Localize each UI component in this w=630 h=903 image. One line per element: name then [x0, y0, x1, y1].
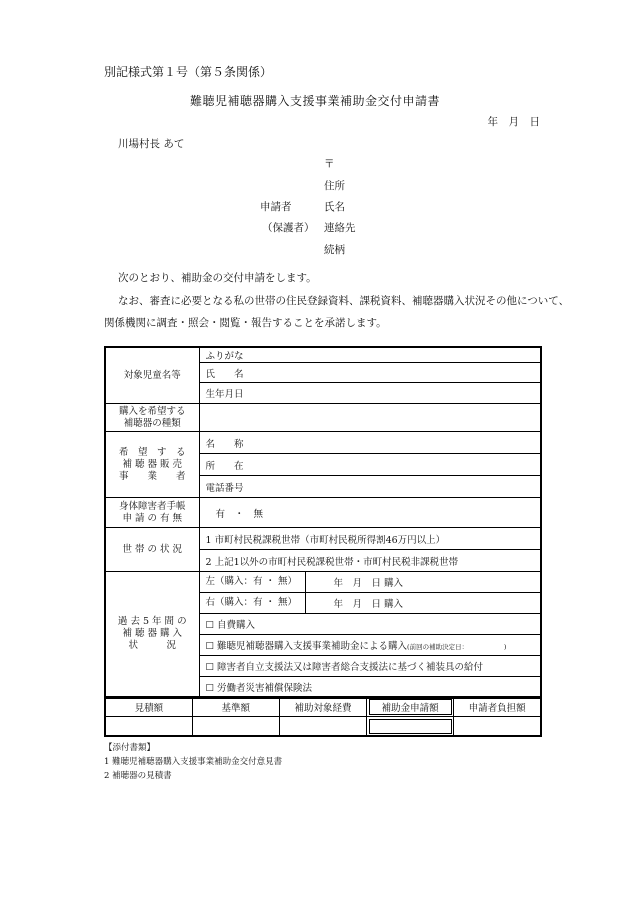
cost-value-standard[interactable]: [192, 717, 279, 737]
cost-table: [104, 696, 542, 737]
option-insurance[interactable]: ☐ 労働者災害補償保険法: [199, 677, 541, 698]
history-label: 過 去 5 年 間 の 補 聴 器 購 入 状 況: [105, 572, 199, 698]
right-purchase[interactable]: 右（購入：有 ・ 無）: [200, 593, 306, 613]
child-label: 対象児童名等: [105, 347, 199, 404]
address-label: 住所: [324, 180, 345, 192]
household-label: 世 帯 の 状 況: [105, 528, 199, 572]
subsidy-note: (前回の補助決定日： ): [407, 643, 507, 651]
cost-header-request: 補助金申請額: [367, 697, 454, 717]
household-option-2[interactable]: 2 上記1以外の市町村民税課税世帯・市町村民税非課税世帯: [199, 550, 541, 572]
dob-field[interactable]: [199, 383, 541, 404]
date-line: 年 月 日: [487, 116, 540, 128]
form-number: 別記様式第１号（第５条関係）: [104, 65, 273, 79]
cost-value-request[interactable]: [367, 717, 454, 737]
dob-label: 生年月日: [205, 389, 244, 400]
body-line-2: なお、審査に必要となる私の世帯の住民登録資料、課税資料、補聴器購入状況その他について、: [118, 295, 570, 307]
attachment-1: 1 難聴児補聴器購入支援事業補助金交付意見書: [104, 757, 283, 767]
cost-header-standard: 基準額: [192, 697, 279, 717]
vendor-location-field[interactable]: [199, 454, 541, 476]
cost-value-eligible[interactable]: [279, 717, 366, 737]
cost-header-burden: 申請者負担額: [454, 697, 541, 717]
device-type-label: 購入を希望する 補聴器の種類: [105, 404, 199, 432]
attachment-2: 2 補聴器の見積書: [104, 771, 172, 781]
disability-label: 身体障害者手帳 申 請 の 有 無: [105, 498, 199, 528]
relation-label: 続柄: [324, 244, 345, 256]
addressee: 川場村長 あて: [118, 138, 185, 150]
cost-header-eligible: 補助対象経費: [279, 697, 366, 717]
vendor-name-label: 名 称: [205, 438, 244, 450]
furigana-label: ふりがな: [205, 351, 244, 362]
option-support-act[interactable]: ☐ 障害者自立支援法又は障害者総合支援法に基づく補装具の給付: [199, 656, 541, 677]
postal-mark: 〒: [324, 158, 335, 170]
child-name-label: 氏 名: [205, 368, 244, 380]
option-self-purchase[interactable]: ☐ 自費購入: [199, 614, 541, 635]
document-title: 難聴児補聴器購入支援事業補助金交付申請書: [189, 94, 440, 108]
right-purchase-date[interactable]: 年 月 日 購入: [333, 599, 404, 610]
furigana-field[interactable]: [199, 347, 541, 363]
application-table: [104, 346, 542, 699]
right-purchase-row: [199, 593, 541, 614]
body-line-3: 関係機関に調査・照会・閲覧・報告することを承諾します。: [104, 317, 387, 329]
name-label: 氏名: [324, 201, 345, 213]
device-type-field[interactable]: [199, 404, 541, 432]
option-subsidy[interactable]: ☐ 難聴児補聴器購入支援事業補助金による購入(前回の補助決定日： ): [199, 635, 541, 656]
attachments-heading: 【添付書類】: [104, 743, 156, 753]
cost-value-estimate[interactable]: [105, 717, 192, 737]
vendor-phone-label: 電話番号: [205, 482, 244, 494]
vendor-location-label: 所 在: [205, 460, 244, 472]
cost-header-estimate: 見積額: [105, 697, 192, 717]
household-option-1[interactable]: 1 市町村民税課税世帯（市町村民税所得割46万円以上）: [199, 528, 541, 550]
applicant-role-label: 申請者: [260, 201, 292, 213]
guardian-label: （保護者）: [262, 222, 315, 234]
vendor-name-field[interactable]: [199, 432, 541, 454]
vendor-phone-field[interactable]: [199, 476, 541, 498]
child-name-field[interactable]: [199, 363, 541, 383]
vendor-label: 希 望 す る 補 聴 器 販 売 事 業 者: [105, 432, 199, 498]
left-purchase-row: [199, 572, 541, 593]
left-purchase-date[interactable]: 年 月 日 購入: [333, 578, 404, 589]
body-line-1: 次のとおり、補助金の交付申請をします。: [118, 272, 317, 284]
disability-options[interactable]: 有 ・ 無: [199, 498, 541, 528]
contact-label: 連絡先: [324, 222, 356, 234]
left-purchase[interactable]: 左（購入：有 ・ 無）: [200, 572, 306, 592]
cost-value-burden[interactable]: [454, 717, 541, 737]
